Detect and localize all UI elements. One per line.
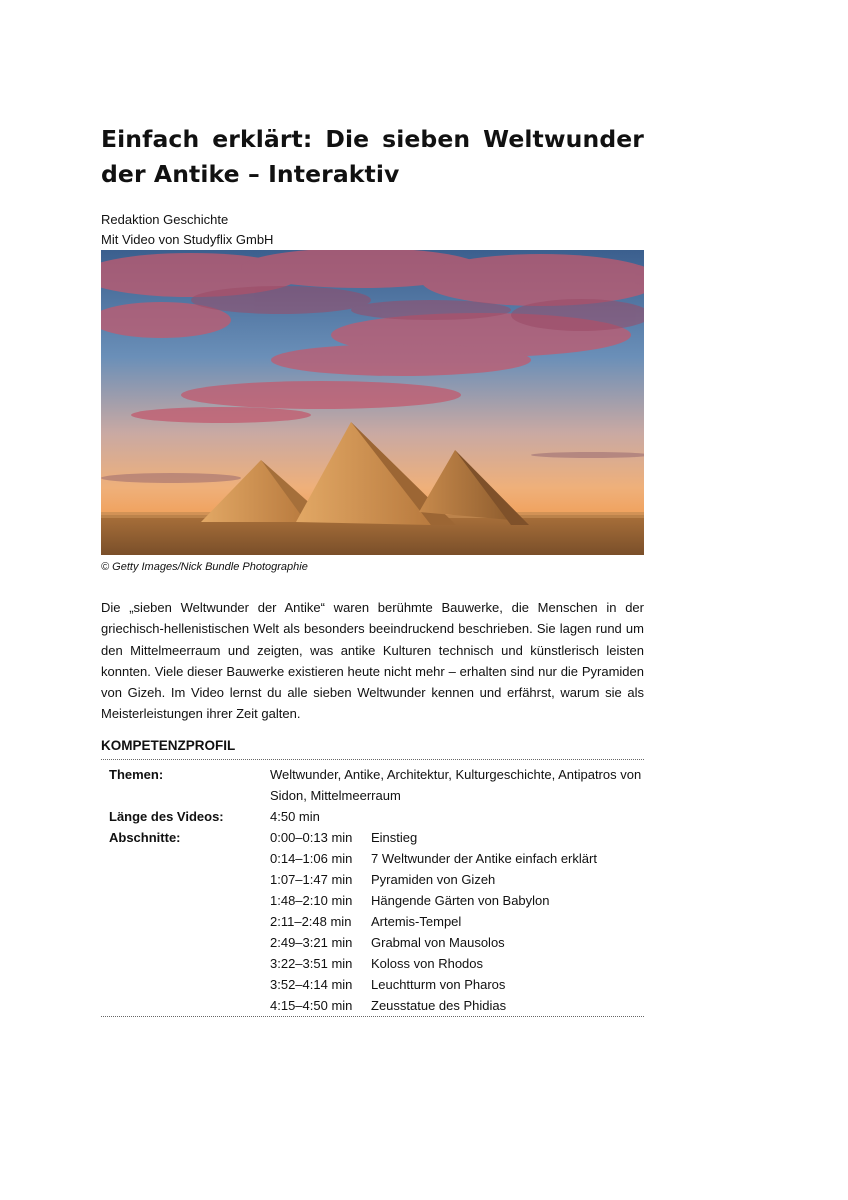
length-row [101,806,644,827]
section-title: Artemis-Tempel [371,913,462,929]
section-title: Grabmal von Mausolos [371,934,505,950]
section-item [270,995,644,1016]
section-time: 3:52–4:14 min [270,976,353,992]
section-title: Pyramiden von Gizeh [371,871,496,887]
section-title: Einstieg [371,829,418,845]
section-item [270,974,644,995]
author: Redaktion Geschichte [101,212,229,227]
section-time: 4:15–4:50 min [270,997,353,1013]
section-time: 1:48–2:10 min [270,892,353,908]
topics-label: Themen: [109,766,164,782]
section-item [270,932,644,953]
section-item [270,911,644,932]
section-time: 3:22–3:51 min [270,955,353,971]
article [101,122,644,1017]
section-heading: KOMPETENZPROFIL [101,737,236,753]
section-title: Koloss von Rhodos [371,955,484,971]
length-label: Länge des Videos: [109,808,224,824]
section-title: Zeusstatue des Phidias [371,997,507,1013]
length-value: 4:50 min [270,808,320,824]
pyramids-photo [101,250,644,555]
section-title: Hängende Gärten von Babylon [371,892,550,908]
byline [101,210,644,250]
section-time: 0:14–1:06 min [270,850,353,866]
image-caption: © Getty Images/Nick Bundle Photographie [101,561,308,573]
competence-profile [101,759,644,1017]
section-title: 7 Weltwunder der Antike einfach erklärt [371,850,597,866]
section-item [270,890,644,911]
topics-row [101,764,644,806]
section-time: 1:07–1:47 min [270,871,353,887]
topics-value: Weltwunder, Antike, Architektur, Kulturgeschichte, Antipatros von Sidon, Mittelmeerraum [270,766,642,803]
section-item [270,848,644,869]
section-item [270,953,644,974]
section-time: 2:49–3:21 min [270,934,353,950]
section-time: 0:00–0:13 min [270,829,353,845]
intro-paragraph: Die „sieben Weltwunder der Antike“ waren berühmte Bauwerke, die Menschen in der griechisch-hellenistischen Welt als besonders beeindruckend beschrieben. Sie lagen rund um den Mittelmeerraum und zeigten, was antike Kulturen technisch und künstlerisch leisten konnten. Viele dieser Bauwerke existieren heute nicht mehr – erhalten sind nur die Pyramiden von Gizeh. Im Video lernst du alle sieben Weltwunder kennen und erfährst, warum sie als Meisterleistungen ihrer Zeit galten. [101,600,644,722]
section-title: Leuchtturm von Pharos [371,976,506,992]
video-credit: Mit Video von Studyflix GmbH [101,232,274,247]
section-item [270,827,644,848]
sections-row [101,827,644,1016]
page-title: Einfach erklärt: Die sieben Weltwunder der Antike – Interaktiv [101,125,644,188]
section-item [270,869,644,890]
sections-label: Abschnitte: [109,829,181,845]
section-time: 2:11–2:48 min [270,913,352,929]
sections-list [270,827,644,1016]
